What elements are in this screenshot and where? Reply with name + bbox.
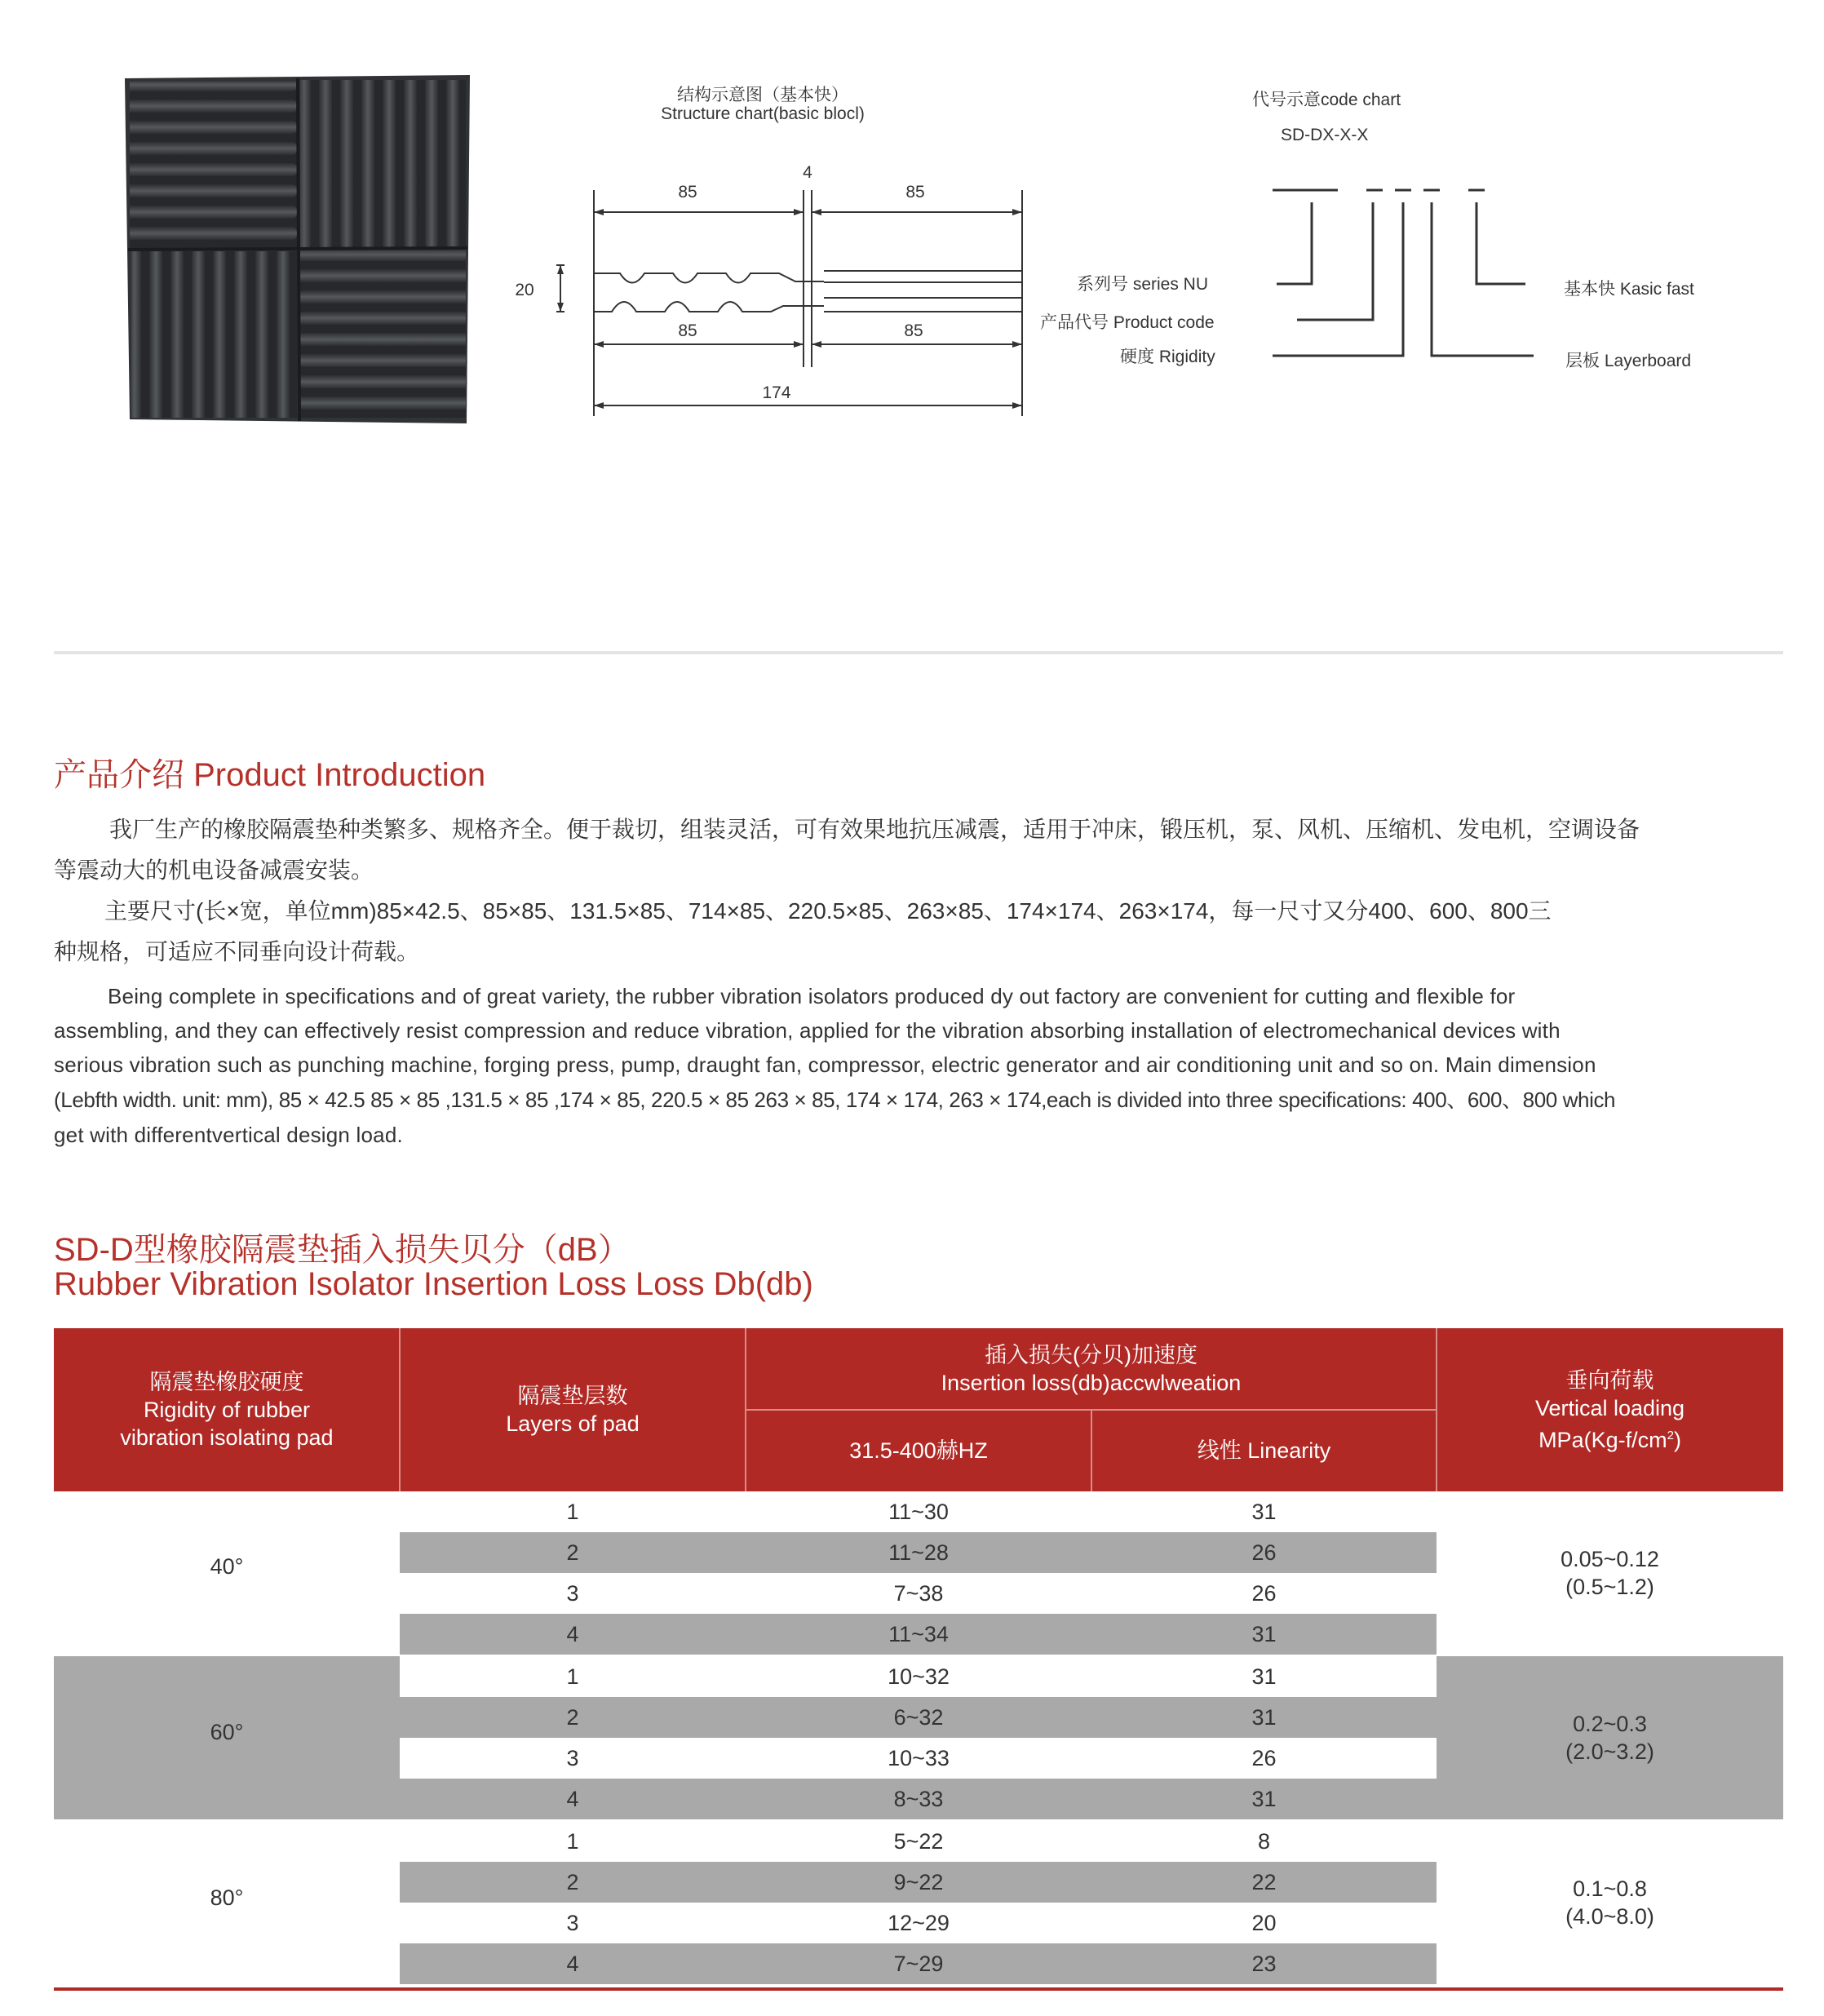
- table-row: [400, 1943, 1437, 1984]
- dim-gap: 4: [803, 163, 812, 182]
- header-rigidity: [54, 1328, 400, 1491]
- cell-layer: 2: [566, 1540, 579, 1565]
- header-loss-cn: 插入损失(分贝)加速度: [985, 1343, 1198, 1367]
- cell-linearity: 31: [1251, 1500, 1277, 1524]
- insertion-loss-table: [54, 1328, 1783, 1987]
- table-row: [400, 1779, 1437, 1819]
- cell-range: 5~22: [893, 1829, 944, 1854]
- rigidity-60: 60°: [210, 1720, 244, 1744]
- header-divider: [746, 1409, 1437, 1411]
- load-80-line-1: 0.1~0.8: [1573, 1876, 1647, 1901]
- rigidity-80: 80°: [210, 1885, 244, 1910]
- cell-layer: 4: [566, 1952, 579, 1976]
- rigidity-40: 40°: [210, 1554, 244, 1579]
- table-row: [400, 1491, 1437, 1532]
- intro-en-line-2: assembling, and they can effectively resist compression and reduce vibration, applied for the vibration absorbing installation of electromechanical devices with: [54, 1018, 1561, 1043]
- cell-layer: 1: [566, 1664, 579, 1689]
- load-40-line-2: (0.5~1.2): [1565, 1575, 1654, 1599]
- header-divider: [1091, 1410, 1092, 1491]
- cell-range: 7~38: [893, 1581, 944, 1606]
- cell-range: 6~32: [893, 1705, 944, 1730]
- cell-range: 11~28: [888, 1540, 949, 1565]
- code-chart-code: SD-DX-X-X: [1281, 126, 1369, 144]
- product-photo: [125, 75, 470, 423]
- structure-drawing: [498, 82, 1028, 424]
- load-unit-text: MPa(Kg-f/cm: [1538, 1427, 1667, 1452]
- code-label-basic: 基本快 Kasic fast: [1564, 280, 1694, 299]
- load-60-line-1: 0.2~0.3: [1573, 1712, 1647, 1736]
- cell-linearity: 31: [1251, 1787, 1277, 1811]
- header-rigidity-en-1: Rigidity of rubber: [143, 1398, 311, 1422]
- load-unit-sup: 2: [1667, 1428, 1674, 1442]
- structure-chart: [498, 82, 1028, 424]
- header-load-cn: 垂向荷载: [1565, 1367, 1654, 1393]
- cell-range: 10~33: [888, 1746, 950, 1770]
- intro-cn-line-3: 主要尺寸(长×宽，单位mm)85×42.5、85×85、131.5×85、714×85、220.5×85、263×85、174×174、263×174，每一尺寸又分400、600、800三: [104, 898, 1552, 924]
- code-label-rigidity: 硬度 Rigidity: [1120, 348, 1215, 366]
- table-row: [400, 1738, 1437, 1779]
- dim-top-right: 85: [905, 183, 925, 202]
- cell-linearity: 8: [1257, 1829, 1271, 1854]
- cell-linearity: 26: [1251, 1540, 1277, 1565]
- cell-linearity: 23: [1251, 1952, 1277, 1976]
- header-freq-label: 31.5-400赫HZ: [849, 1438, 988, 1463]
- intro-en-line-4: (Lebfth width. unit: mm), 85 × 42.5 85 × 85 ,131.5 × 85 ,174 × 85, 220.5 × 85 263 × 85, 174 × 174, 263 × 174,each is divided into three specifications: 400、600、800 which: [54, 1088, 1616, 1112]
- code-label-series: 系列号 series NU: [1077, 275, 1209, 294]
- cell-layer: 2: [566, 1705, 579, 1730]
- dim-top-left: 85: [678, 183, 697, 202]
- table-row: [400, 1697, 1437, 1738]
- intro-en-line-3: serious vibration such as punching machine, forging press, pump, draught fan, compressor, electric generator and air conditioning unit and so on. Main dimension: [54, 1052, 1596, 1077]
- cell-linearity: 31: [1251, 1705, 1277, 1730]
- cell-layer: 4: [566, 1787, 579, 1811]
- table-row: [400, 1614, 1437, 1655]
- table-row: [400, 1656, 1437, 1697]
- header-divider: [399, 1328, 401, 1491]
- cell-linearity: 22: [1251, 1870, 1277, 1894]
- cell-linearity: 20: [1251, 1911, 1277, 1935]
- intro-cn-line-1: 我厂生产的橡胶隔震垫种类繁多、规格齐全。便于裁切，组装灵活，可有效果地抗压减震，适用于冲床，锻压机，泵、风机、压缩机、发电机，空调设备: [109, 817, 1640, 842]
- table-row: [400, 1821, 1437, 1862]
- table-title-en: Rubber Vibration Isolator Insertion Loss Loss Db(db): [54, 1266, 813, 1302]
- structure-chart-title-en: Structure chart(basic blocl): [661, 104, 865, 123]
- dim-bottom-right: 85: [904, 321, 923, 340]
- header-linearity: [1091, 1410, 1437, 1491]
- cell-layer: 1: [566, 1500, 579, 1524]
- load-60: [1437, 1710, 1783, 1766]
- header-rigidity-en-2: vibration isolating pad: [120, 1425, 334, 1450]
- header-load-en: Vertical loading: [1534, 1395, 1685, 1420]
- table-title-cn: SD-D型橡胶隔震垫插入损失贝分（dB）: [54, 1232, 631, 1268]
- code-chart-title: 代号示意code chart: [1252, 91, 1401, 109]
- code-label-layer: 层板 Layerboard: [1565, 352, 1692, 370]
- table-row: [400, 1532, 1437, 1573]
- cell-range: 11~30: [888, 1500, 949, 1524]
- load-60-line-2: (2.0~3.2): [1565, 1739, 1654, 1764]
- header-layers-cn: 隔震垫层数: [517, 1384, 628, 1408]
- load-40: [1437, 1545, 1783, 1601]
- header-frequency: [746, 1410, 1091, 1491]
- cell-layer: 3: [566, 1581, 579, 1606]
- header-linearity-label: 线性 Linearity: [1197, 1438, 1331, 1463]
- header-insertion-loss: [746, 1328, 1437, 1410]
- cell-linearity: 26: [1251, 1581, 1277, 1606]
- cell-layer: 3: [566, 1911, 579, 1935]
- load-unit-close: ): [1673, 1427, 1681, 1452]
- dim-height: 20: [515, 281, 534, 299]
- intro-cn-line-2: 等震动大的机电设备减震安装。: [54, 857, 374, 883]
- dim-bottom-left: 85: [678, 321, 697, 340]
- cell-layer: 1: [566, 1829, 579, 1854]
- intro-en-line-1: Being complete in specifications and of great variety, the rubber vibration isolators produced dy out factory are convenient for cutting and flexible for: [108, 984, 1516, 1008]
- load-40-line-1: 0.05~0.12: [1561, 1547, 1659, 1571]
- cell-linearity: 31: [1251, 1664, 1277, 1689]
- section-divider: [54, 651, 1783, 654]
- cell-range: 11~34: [888, 1622, 949, 1646]
- table-bottom-rule: [54, 1987, 1783, 1991]
- header-layers-en: Layers of pad: [506, 1411, 640, 1436]
- table-row: [400, 1862, 1437, 1903]
- cell-range: 9~22: [893, 1870, 944, 1894]
- intro-title: 产品介绍 Product Introduction: [54, 757, 486, 793]
- header-load-unit: [1538, 1422, 1681, 1454]
- cell-range: 7~29: [893, 1952, 944, 1976]
- intro-en-line-5: get with differentvertical design load.: [54, 1123, 403, 1147]
- header-rigidity-cn: 隔震垫橡胶硬度: [149, 1370, 304, 1394]
- code-chart: [1036, 82, 1803, 408]
- structure-chart-title-cn: 结构示意图（基本快）: [677, 86, 848, 104]
- header-vertical-load: [1437, 1328, 1783, 1491]
- cell-layer: 4: [566, 1622, 579, 1646]
- header-layers: [400, 1328, 746, 1491]
- cell-layer: 2: [566, 1870, 579, 1894]
- cell-range: 12~29: [888, 1911, 950, 1935]
- table-row: [400, 1903, 1437, 1943]
- load-80-line-2: (4.0~8.0): [1565, 1904, 1654, 1929]
- load-80: [1437, 1875, 1783, 1930]
- cell-linearity: 26: [1251, 1746, 1277, 1770]
- cell-range: 8~33: [893, 1787, 944, 1811]
- cell-layer: 3: [566, 1746, 579, 1770]
- header-loss-en: Insertion loss(db)accwlweation: [941, 1371, 1242, 1395]
- cell-range: 10~32: [888, 1664, 950, 1689]
- dim-total: 174: [762, 383, 791, 402]
- code-label-product: 产品代号 Product code: [1040, 313, 1215, 332]
- cell-linearity: 31: [1251, 1622, 1277, 1646]
- intro-cn-line-4: 种规格，可适应不同垂向设计荷载。: [54, 939, 420, 964]
- table-row: [400, 1573, 1437, 1614]
